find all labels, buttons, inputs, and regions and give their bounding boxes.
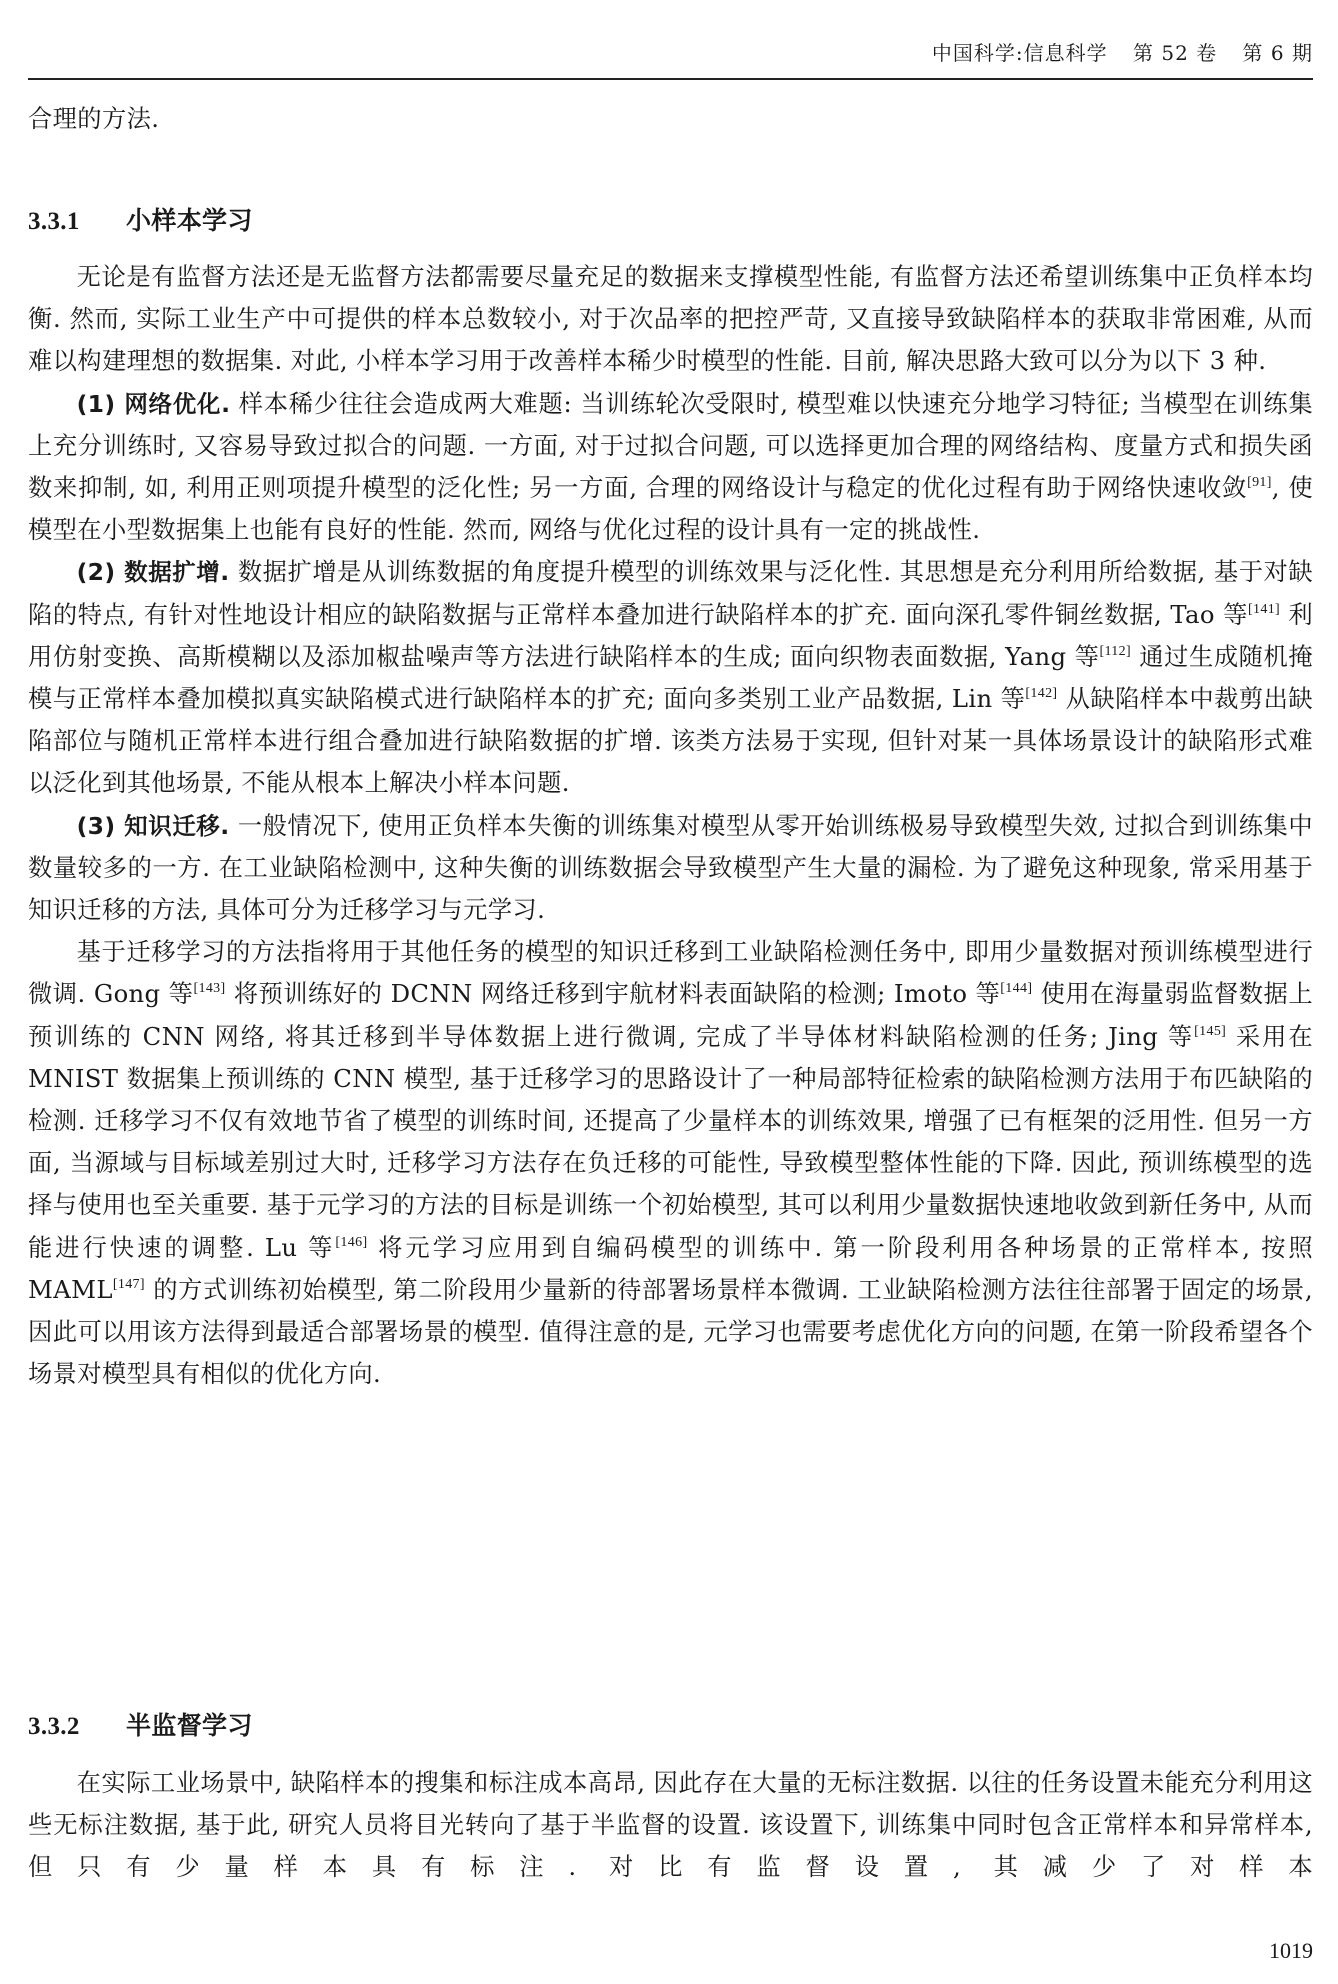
citation[interactable]: [146] bbox=[335, 1234, 368, 1250]
running-header bbox=[28, 36, 1313, 80]
citation[interactable]: [143] bbox=[193, 981, 226, 997]
item-data-augmentation: (2) 数据扩增. 数据扩增是从训练数据的角度提升模型的训练效果与泛化性. 其思想是充分利用所给数据, 基于对缺陷的特点, 有针对性地设计相应的缺陷数据与正常样本叠加进行缺陷样本的扩充. 面向深孔零件铜丝数据, Tao 等[141] 利用仿射变换、高斯模糊以及添加椒盐噪声等方法进行缺陷样本的生成; 面向织物表面数据, Yang 等[112] 通过生成随机掩模与正常样本叠加模拟真实缺陷模式进行缺陷样本的扩充; 面向多类别工业产品数据, Lin 等[142] 从缺陷样本中裁剪出缺陷部位与随机正常样本进行组合叠加进行缺陷数据的扩增. 该类方法易于实现, 但针对某一具体场景设计的缺陷形式难以泛化到其他场景, 不能从根本上解决小样本问题. bbox=[28, 557, 1314, 798]
section-number: 3.3.1 bbox=[28, 208, 80, 235]
item-network-optimization: (1) 网络优化. 样本稀少往往会造成两大难题: 当训练轮次受限时, 模型难以快速充分地学习特征; 当模型在训练集上充分训练时, 又容易导致过拟合的问题. 一方面, 对于过拟合问题, 可以选择更加合理的网络结构、度量方式和损失函数来抑制, 如, 利用正则项提升模型的泛化性; 另一方面, 合理的网络设计与稳定的优化过程有助于网络快速收敛[91], 使模型在小型数据集上也能有良好的性能. 然而, 网络与优化过程的设计具有一定的挑战性. bbox=[28, 388, 1313, 545]
citation[interactable]: [91] bbox=[1247, 475, 1272, 491]
transfer-learning-paragraph: 基于迁移学习的方法指将用于其他任务的模型的知识迁移到工业缺陷检测任务中, 即用少量数据对预训练模型进行微调. Gong 等[143] 将预训练好的 DCNN 网络迁移到宇航材料表面缺陷的检测; Imoto 等[144] 使用在海量弱监督数据上预训练的 CNN 网络, 将其迁移到半导体数据上进行微调, 完成了半导体材料缺陷检测的任务; Jing 等[145] 采用在 MNIST 数据集上预训练的 CNN 模型, 基于迁移学习的思路设计了一种局部特征检索的缺陷检测方法用于布匹缺陷的检测. 迁移学习不仅有效地节省了模型的训练时间, 还提高了少量样本的训练效果, 增强了已有框架的泛用性. 但另一方面, 当源域与目标域差别过大时, 迁移学习方法存在负迁移的可能性, 导致模型整体性能的下降. 因此, 预训练模型的选择与使用也至关重要. 基于元学习的方法的目标是训练一个初始模型, 其可以利用少量数据快速地收敛到新任务中, 从而能进行快速的调整. Lu 等[146] 将元学习应用到自编码模型的训练中. 第一阶段利用各种场景的正常样本, 按照 MAML[147] 的方式训练初始模型, 第二阶段用少量新的待部署场景样本微调. 工业缺陷检测方法往往部署于固定的场景, 因此可以用该方法得到最适合部署场景的模型. 值得注意的是, 元学习也需要考虑优化方向的问题, 在第一阶段希望各个场景对模型具有相似的优化方向. bbox=[28, 937, 1313, 1389]
section-heading-332 bbox=[28, 1705, 253, 1748]
item-label: (1) 网络优化. bbox=[76, 389, 231, 418]
page-number: 1019 bbox=[1269, 1938, 1313, 1963]
volume-label: 第 52 卷 bbox=[1133, 41, 1218, 65]
item-knowledge-transfer: (3) 知识迁移. 一般情况下, 使用正负样本失衡的训练集对模型从零开始训练极易导致模型失效, 过拟合到训练集中数量较多的一方. 在工业缺陷检测中, 这种失衡的训练数据会导致模型产生大量的漏检. 为了避免这种现象, 常采用基于知识迁移的方法, 具体可分为迁移学习与元学习. bbox=[28, 810, 1314, 925]
item-label: (3) 知识迁移. bbox=[76, 811, 230, 840]
citation[interactable]: [144] bbox=[1000, 981, 1033, 997]
citation[interactable]: [145] bbox=[1194, 1023, 1227, 1039]
citation[interactable]: [147] bbox=[112, 1276, 145, 1292]
continuation-paragraph: 合理的方法. bbox=[28, 104, 160, 133]
section-331-body bbox=[28, 256, 1313, 1395]
section-heading-331 bbox=[28, 200, 253, 243]
journal-name: 中国科学:信息科学 bbox=[931, 41, 1108, 65]
citation[interactable]: [141] bbox=[1247, 601, 1281, 617]
intro-paragraph: 无论是有监督方法还是无监督方法都需要尽量充足的数据来支撑模型性能, 有监督方法还希望训练集中正负样本均衡. 然而, 实际工业生产中可提供的样本总数较小, 对于次品率的把控严苛, 又直接导致缺陷样本的获取非常困难, 从而难以构建理想的数据集. 对此, 小样本学习用于改善样本稀少时模型的性能. 目前, 解决思路大致可以分为以下 3 种. bbox=[28, 262, 1313, 376]
citation[interactable]: [112] bbox=[1099, 643, 1132, 659]
citation[interactable]: [142] bbox=[1025, 686, 1058, 702]
section-title: 半监督学习 bbox=[126, 1711, 253, 1740]
issue-label: 第 6 期 bbox=[1242, 41, 1313, 65]
section-number: 3.3.2 bbox=[28, 1713, 80, 1740]
section-332-body bbox=[28, 1762, 1313, 1889]
section-title: 小样本学习 bbox=[126, 206, 253, 235]
item-label: (2) 数据扩增. bbox=[76, 558, 230, 587]
intro-paragraph: 在实际工业场景中, 缺陷样本的搜集和标注成本高昂, 因此存在大量的无标注数据. 以往的任务设置未能充分利用这些无标注数据, 基于此, 研究人员将目光转向了基于半监督的设置. 该设置下, 训练集中同时包含正常样本和异常样本, 但只有少量样本具有标注. 对比有监督设置, 其减少了对样本 bbox=[28, 1768, 1313, 1882]
